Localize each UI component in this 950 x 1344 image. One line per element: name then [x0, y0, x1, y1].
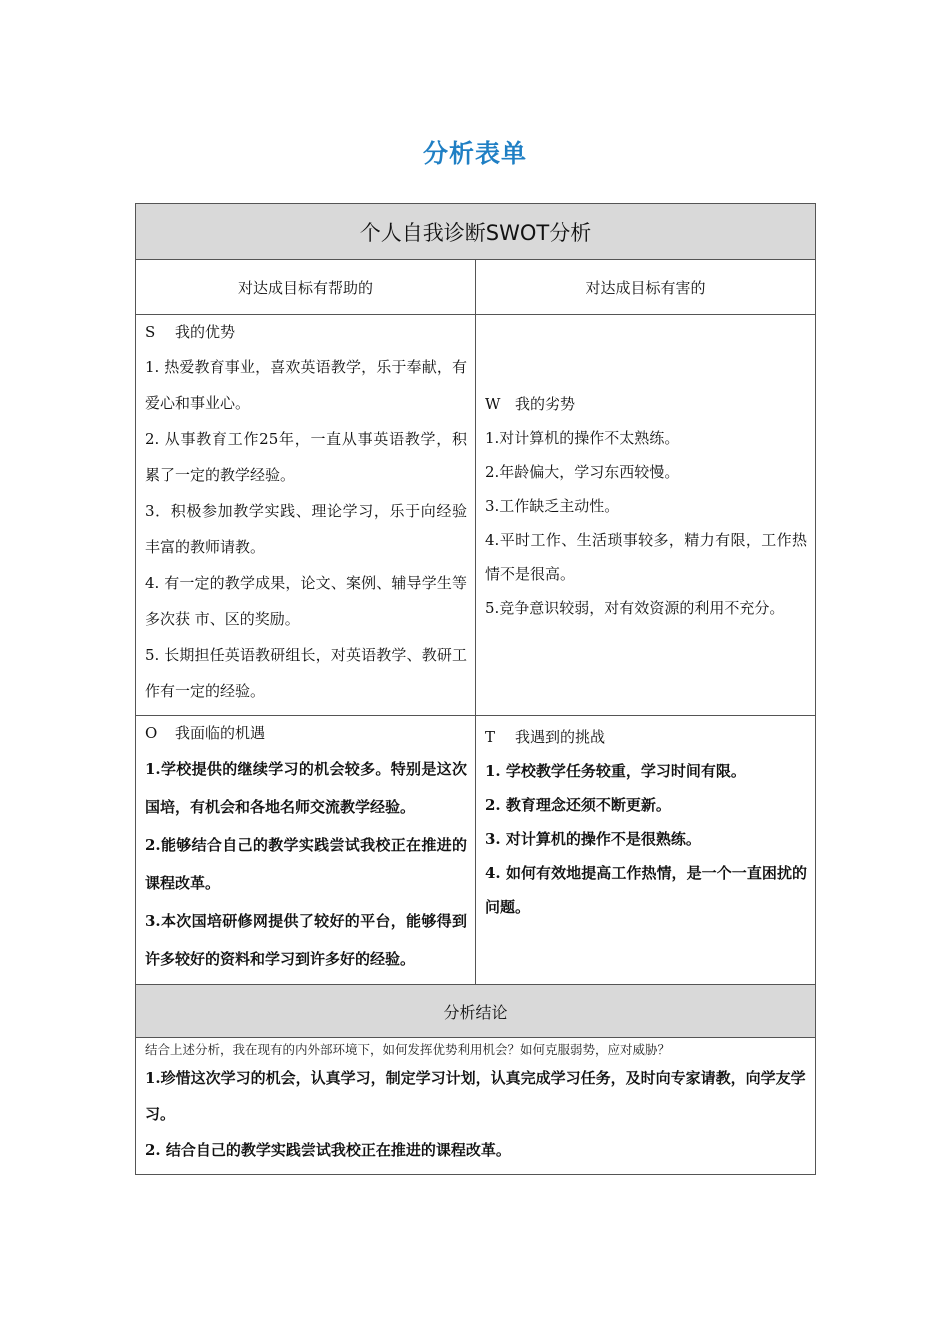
weakness-item: 5.竞争意识较弱，对有效资源的利用不充分。 [485, 599, 785, 617]
weakness-item: 4.平时工作、生活琐事较多，精力有限，工作热情不是很高。 [485, 531, 808, 583]
conclusion-item: 1.珍惜这次学习的机会，认真学习，制定学习计划，认真完成学习任务，及时向专家请教，向学友学习。 [145, 1069, 806, 1123]
weakness-item: 3.工作缺乏主动性。 [485, 497, 620, 515]
opportunity-item: 3.本次国培研修网提供了较好的平台，能够得到许多较好的资料和学习到许多好的经验。 [145, 912, 467, 968]
strength-item: 1. 热爱教育事业，喜欢英语教学，乐于奉献，有爱心和事业心。 [145, 358, 467, 412]
opportunities-cell [136, 716, 476, 985]
strength-item: 2. 从事教育工作25年，一直从事英语教学，积累了一定的教学经验。 [145, 430, 467, 484]
weakness-item: 1.对计算机的操作不太熟练。 [485, 429, 680, 447]
weakness-item: 2.年龄偏大，学习东西较慢。 [485, 463, 680, 481]
threat-item: 2. 教育理念还须不断更新。 [485, 796, 671, 814]
opportunity-item: 2.能够结合自己的教学实践尝试我校正在推进的课程改革。 [145, 836, 467, 892]
table-title: 个人自我诊断SWOT分析 [136, 204, 816, 260]
weaknesses-label: W 我的劣势 [485, 395, 576, 413]
strengths-cell [136, 315, 476, 716]
opportunities-label: O 我面临的机遇 [145, 724, 266, 742]
threat-item: 1. 学校教学任务较重，学习时间有限。 [485, 762, 746, 780]
conclusion-heading: 分析结论 [136, 985, 816, 1038]
threats-cell [476, 716, 816, 985]
strength-item: 5. 长期担任英语教研组长，对英语教学、教研工作有一定的经验。 [145, 646, 467, 700]
threat-item: 4. 如何有效地提高工作热情，是一个一直困扰的问题。 [485, 864, 808, 916]
threats-label: T 我遇到的挑战 [485, 728, 606, 746]
weaknesses-cell [476, 315, 816, 716]
threat-item: 3. 对计算机的操作不是很熟练。 [485, 830, 701, 848]
swot-table [135, 203, 816, 1175]
column-header-harmful: 对达成目标有害的 [476, 260, 816, 315]
strength-item: 3．积极参加教学实践、理论学习，乐于向经验丰富的教师请教。 [145, 502, 467, 556]
conclusion-cell [136, 1038, 816, 1175]
conclusion-item: 2. 结合自己的教学实践尝试我校正在推进的课程改革。 [145, 1141, 511, 1159]
conclusion-prompt: 结合上述分析，我在现有的内外部环境下，如何发挥优势利用机会？如何克服弱势，应对威胁？ [145, 1042, 671, 1057]
strengths-label: S 我的优势 [145, 323, 236, 341]
strength-item: 4. 有一定的教学成果，论文、案例、辅导学生等多次获 市、区的奖励。 [145, 574, 467, 628]
column-header-helpful: 对达成目标有帮助的 [136, 260, 476, 315]
page-title: 分析表单 [422, 139, 527, 168]
opportunity-item: 1.学校提供的继续学习的机会较多。特别是这次国培，有机会和各地名师交流教学经验。 [145, 760, 467, 816]
